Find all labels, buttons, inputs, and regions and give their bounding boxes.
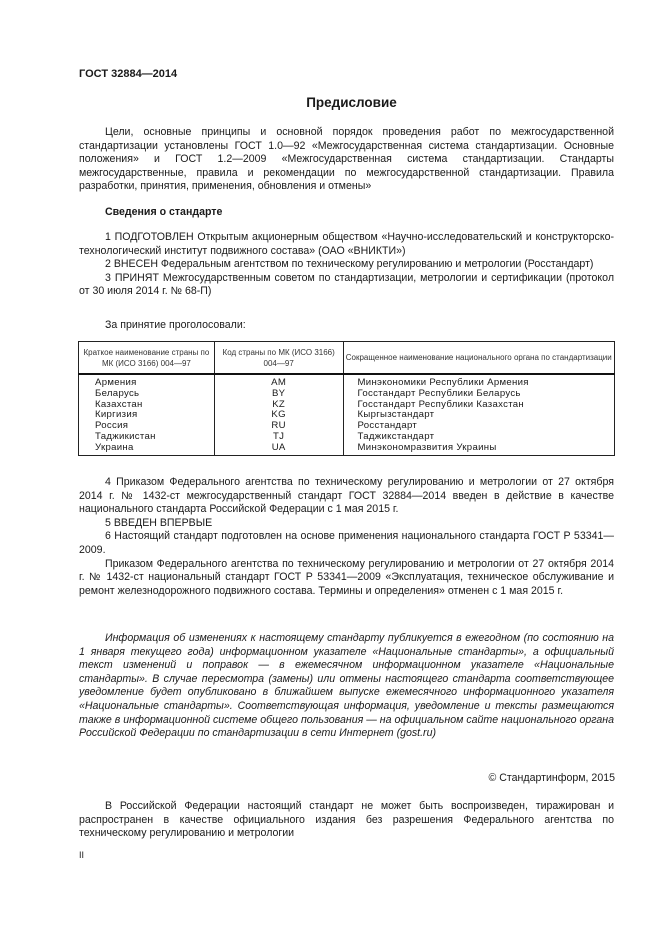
country-cell: Киргизия: [79, 410, 215, 421]
country-cell: Беларусь: [79, 389, 215, 400]
table-row: [79, 432, 615, 443]
org-cell: Госстандарт Республики Казахстан: [343, 400, 615, 411]
info-item-2: 2 ВНЕСЕН Федеральным агентством по техническому регулированию и метрологии (Росстандарт): [105, 258, 594, 271]
country-cell: Армения: [79, 374, 215, 389]
column-header-org: Сокращенное наименование национального органа по стандартизации: [343, 342, 615, 375]
org-cell: Таджикстандарт: [343, 432, 615, 443]
country-cell: Казахстан: [79, 400, 215, 411]
reproduction-rights-notice: В Российской Федерации настоящий стандарт не может быть воспроизведен, тиражирован и распространен в качестве официального издания без разрешения Федерального агентства по техническому регулированию и метрологии: [79, 800, 614, 840]
info-item-1: 1 ПОДГОТОВЛЕН Открытым акционерным обществом «Научно-исследовательский и конструкторско-технологический институт подвижного состава» (ОАО «ВНИКТИ»): [79, 231, 614, 257]
code-cell: KG: [214, 410, 343, 421]
org-cell: Минэкономразвития Украины: [343, 443, 615, 455]
repeal-order: Приказом Федерального агентства по техническому регулированию и метрологии от 27 октября 2014 г. № 1432-ст национальный стандарт ГОСТ Р 53341—2009 «Эксплуатация, техническое обслуживание и ремонт железнодорожного подвижного состава. Термины и определения» отменен с 1 мая 2015 г.: [79, 557, 614, 597]
code-cell: BY: [214, 389, 343, 400]
vote-table: [78, 341, 615, 456]
code-cell: TJ: [214, 432, 343, 443]
column-header-country: Краткое наименование страны по МК (ИСО 3166) 004—97: [79, 342, 215, 375]
code-cell: RU: [214, 421, 343, 432]
org-cell: Росстандарт: [343, 421, 615, 432]
table-header-row: [79, 342, 615, 375]
table-row: [79, 443, 615, 455]
section-heading: Сведения о стандарте: [105, 206, 223, 218]
code-cell: AM: [214, 374, 343, 389]
info-item-5: 5 ВВЕДЕН ВПЕРВЫЕ: [105, 516, 213, 529]
code-cell: UA: [214, 443, 343, 455]
intro-paragraph: Цели, основные принципы и основной порядок проведения работ по межгосударственной стандартизации установлены ГОСТ 1.0—92 «Межгосударственная система стандартизации. Основные положения» и ГОСТ 1.2—2009 «Межгосударственная система стандартизации. Стандарты межгосударственные, правила и рекомендации по межгосударственной стандартизации. Правила разработки, принятия, применения, обновления и отмены»: [79, 126, 614, 193]
enactment-list: [79, 476, 614, 598]
column-header-code: Код страны по МК (ИСО 3166) 004—97: [214, 342, 343, 375]
table-row: [79, 374, 615, 389]
org-cell: Госстандарт Республики Беларусь: [343, 389, 615, 400]
table-row: [79, 400, 615, 411]
info-item-3: 3 ПРИНЯТ Межгосударственным советом по стандартизации, метрологии и сертификации (протокол от 30 июля 2014 г. № 68-П): [79, 271, 614, 298]
table-row: [79, 410, 615, 421]
country-cell: Таджикистан: [79, 432, 215, 443]
country-cell: Россия: [79, 421, 215, 432]
info-item-6: 6 Настоящий стандарт подготовлен на основе применения национального стандарта ГОСТ Р 53341—2009.: [79, 530, 614, 556]
copyright-notice: © Стандартинформ, 2015: [488, 772, 615, 784]
page-title: Предисловие: [306, 95, 397, 110]
country-cell: Украина: [79, 443, 215, 455]
document-code-header: ГОСТ 32884—2014: [79, 68, 178, 80]
info-item-4: 4 Приказом Федерального агентства по техническому регулированию и метрологии от 27 октября 2014 г. № 1432-ст межгосударственный стандарт ГОСТ 32884—2014 введен в действие в качестве национального стандарта Российской Федерации с 1 мая 2015 г.: [79, 476, 614, 516]
changes-info-notice: Информация об изменениях к настоящему стандарту публикуется в ежегодном (по состоянию на 1 января текущего года) информационном указателе «Национальные стандарты», а официальный текст изменений и поправок — в ежемесячном информационном указателе «Национальные стандарты». В случае пересмотра (замены) или отмены настоящего стандарта соответствующее уведомление будет опубликовано в ближайшем выпуске ежемесячного информационного указателя «Национальные стандарты». Соответствующая информация, уведомление и тексты размещаются также в информационной системе общего пользования — на официальном сайте национального органа Российской Федерации по стандартизации в сети Интернет (gost.ru): [79, 632, 614, 740]
org-cell: Минэкономики Республики Армения: [343, 374, 615, 389]
table-row: [79, 389, 615, 400]
org-cell: Кыргызстандарт: [343, 410, 615, 421]
standard-info-list: [79, 231, 614, 299]
table-row: [79, 421, 615, 432]
vote-label: За принятие проголосовали:: [105, 319, 246, 331]
page-number: II: [79, 850, 85, 860]
code-cell: KZ: [214, 400, 343, 411]
